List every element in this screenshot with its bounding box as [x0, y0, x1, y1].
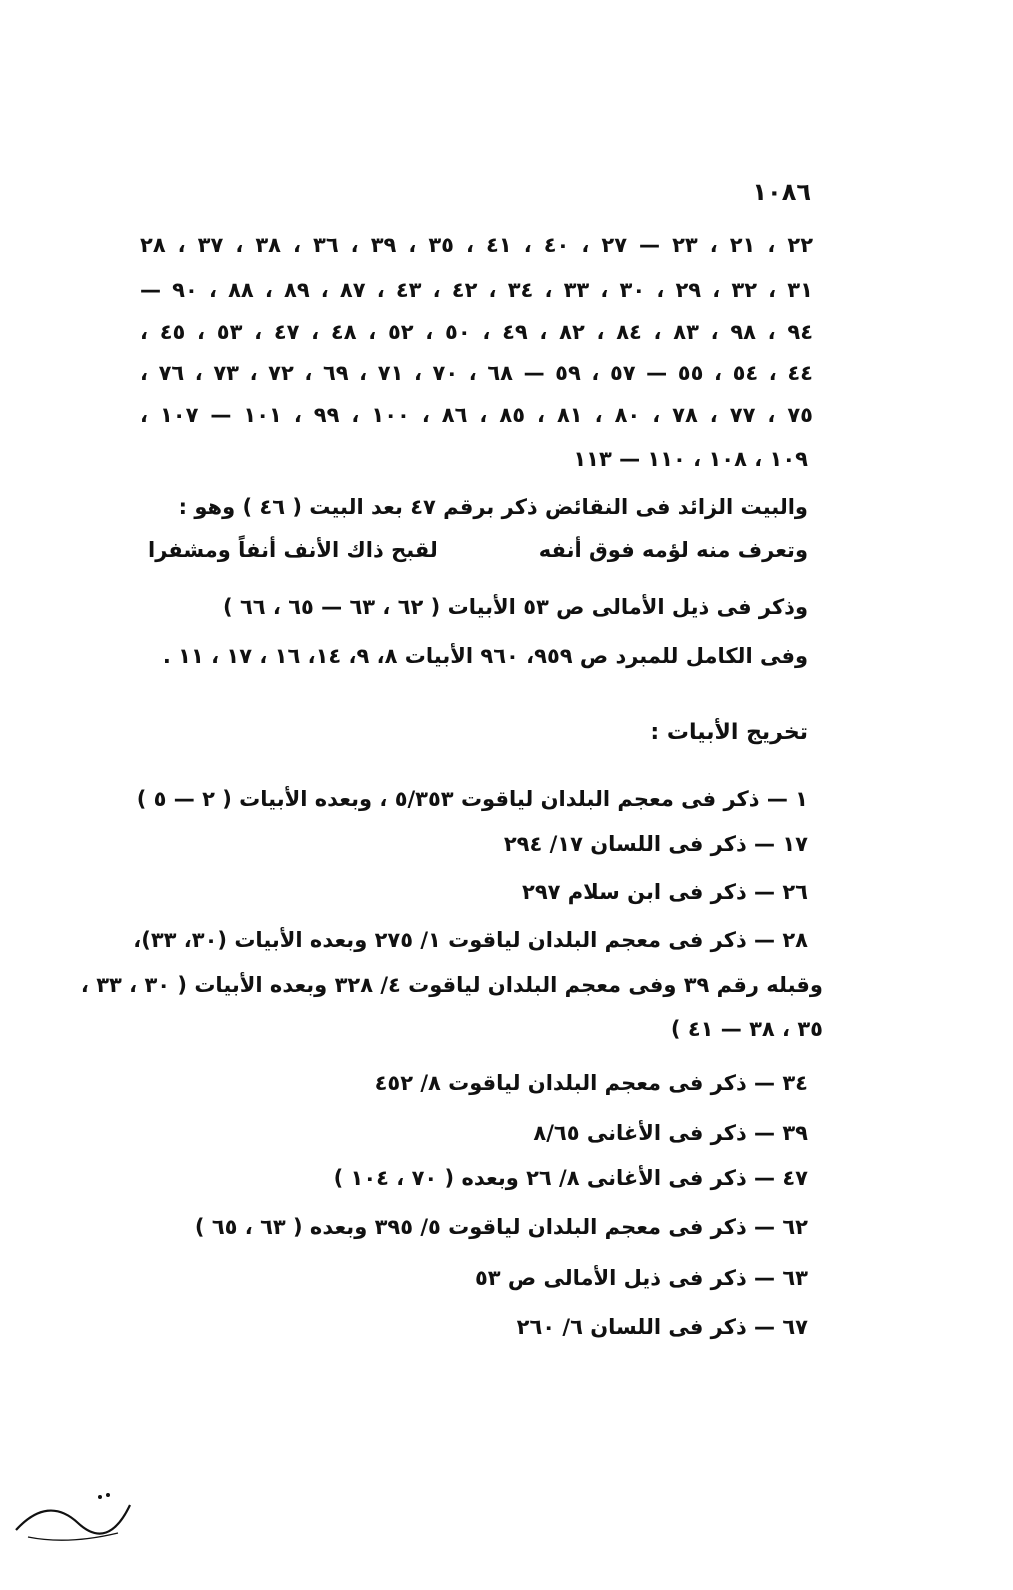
extra-verse-intro: والبيت الزائد فى النقائض ذكر برقم ٤٧ بعد البيت ( ٤٦ ) وهو :	[178, 495, 808, 519]
amali-note: وذكر فى ذيل الأمالى ص ٥٣ الأبيات ( ٦٢ ، ٦٣ — ٦٥ ، ٦٦ )	[223, 595, 808, 619]
number-list-line-4: ٤٤ ، ٥٤ ، ٥٥ — ٥٧ ، ٥٩ — ٦٨ ، ٧٠ ، ٧١ ، ٦٩ ، ٧٢ ، ٧٣ ، ٧٦ ،	[140, 361, 813, 385]
kamil-note: وفى الكامل للمبرد ص ٩٥٩، ٩٦٠ الأبيات ٨، ٩، ١٤، ١٦ ، ١٧ ، ١١ .	[162, 644, 808, 668]
takhrij-entry-62: ٦٢ — ذكر فى معجم البلدان لياقوت ٥/ ٣٩٥ وبعده ( ٦٣ ، ٦٥ )	[194, 1215, 808, 1239]
verse	[148, 538, 808, 572]
takhrij-entry-28: ٢٨ — ذكر فى معجم البلدان لياقوت ١/ ٢٧٥ وبعده الأبيات (٣٠، ٣٣)،	[133, 928, 808, 952]
verse-second-hemistich: لقبح ذاك الأنف أنفاً ومشفرا	[148, 538, 438, 562]
takhrij-entry-34: ٣٤ — ذكر فى معجم البلدان لياقوت ٨/ ٤٥٢	[374, 1071, 808, 1095]
number-list-line-1: ٢٢ ، ٢١ ، ٢٣ — ٢٧ ، ٤٠ ، ٤١ ، ٣٥ ، ٣٩ ، ٣٦ ، ٣٨ ، ٣٧ ، ٢٨	[140, 233, 814, 257]
takhrij-entry-67: ٦٧ — ذكر فى اللسان ٦/ ٢٦٠	[516, 1315, 808, 1339]
takhrij-entry-47: ٤٧ — ذكر فى الأغانى ٨/ ٢٦ وبعده ( ٧٠ ، ١٠٤ )	[333, 1166, 808, 1190]
takhrij-entry-26: ٢٦ — ذكر فى ابن سلام ٢٩٧	[522, 880, 808, 904]
takhrij-entry-28-continued: وقبله رقم ٣٩ وفى معجم البلدان لياقوت ٤/ ٣٢٨ وبعده الأبيات ( ٣٠ ، ٣٣ ،	[80, 973, 823, 997]
takhrij-entry-28-end: ٣٥ ، ٣٨ — ٤١ )	[670, 1017, 823, 1041]
number-list-line-2: ٣١ ، ٣٢ ، ٢٩ ، ٣٠ ، ٣٣ ، ٣٤ ، ٤٢ ، ٤٣ ، ٨٧ ، ٨٩ ، ٨٨ ، ٩٠ —	[140, 278, 813, 302]
takhrij-entry-1: ١ — ذكر فى معجم البلدان لياقوت ٥/٣٥٣ ، وبعده الأبيات ( ٢ — ٥ )	[136, 787, 808, 811]
verse-first-hemistich: وتعرف منه لؤمه فوق أنفه	[538, 538, 808, 562]
takhrij-entry-63: ٦٣ — ذكر فى ذيل الأمالى ص ٥٣	[474, 1266, 808, 1290]
takhrij-entry-17: ١٧ — ذكر فى اللسان ١٧/ ٢٩٤	[503, 832, 808, 856]
page-number: ١٠٨٦	[752, 178, 811, 206]
number-list-line-6: ١٠٩ ، ١٠٨ ، ١١٠ — ١١٣	[573, 447, 808, 471]
publisher-logo	[8, 1475, 138, 1555]
takhrij-entry-39: ٣٩ — ذكر فى الأغانى ٨/٦٥	[533, 1121, 808, 1145]
takhrij-heading: تخريج الأبيات :	[650, 720, 808, 745]
number-list-line-3: ٩٤ ، ٩٨ ، ٨٣ ، ٨٤ ، ٨٢ ، ٤٩ ، ٥٠ ، ٥٢ ، ٤٨ ، ٤٧ ، ٥٣ ، ٤٥ ،	[140, 320, 814, 344]
number-list-line-5: ٧٥ ، ٧٧ ، ٧٨ ، ٨٠ ، ٨١ ، ٨٥ ، ٨٦ ، ١٠٠ ، ٩٩ ، ١٠١ — ١٠٧ ،	[140, 403, 813, 427]
